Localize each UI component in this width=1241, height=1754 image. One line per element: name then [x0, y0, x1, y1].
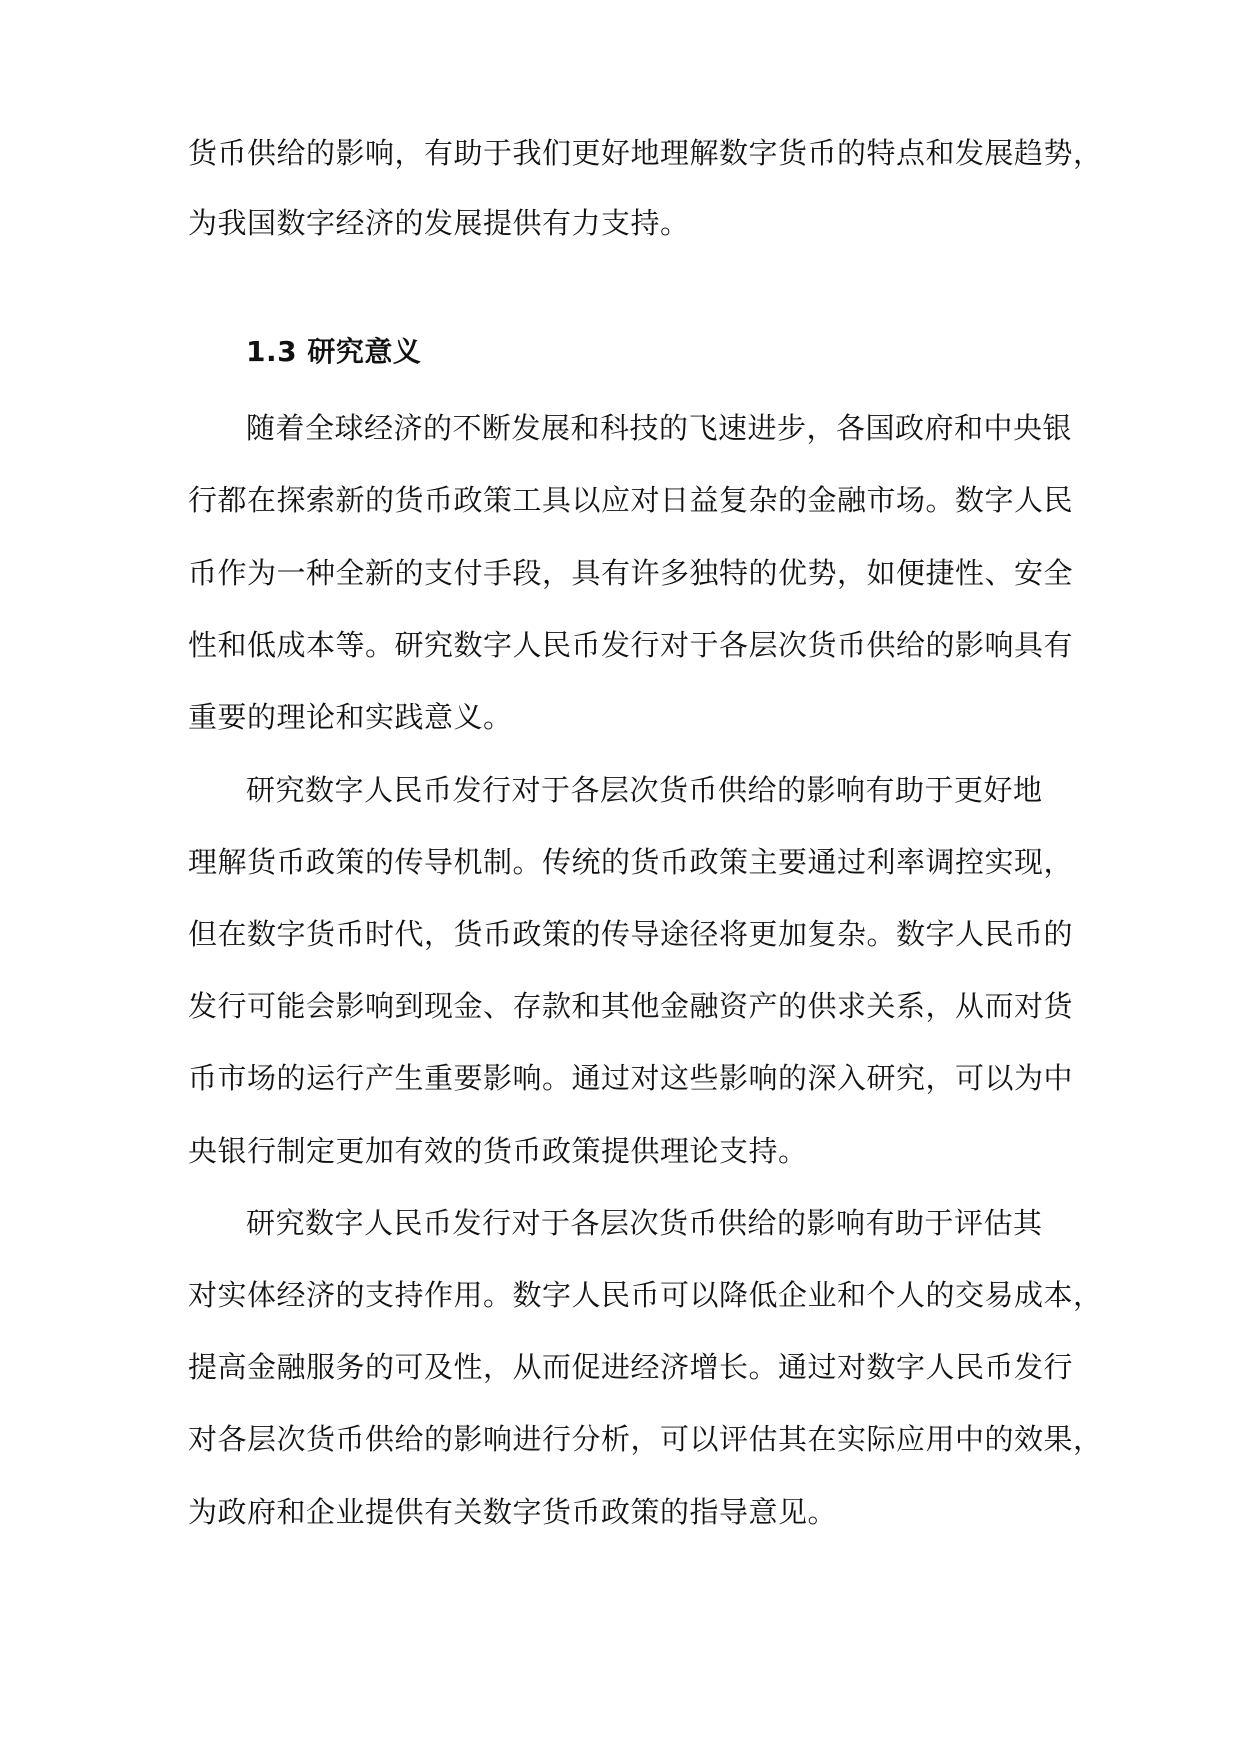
paragraph-1-line: 随着全球经济的不断发展和科技的飞速进步，各国政府和中央银	[246, 411, 1073, 445]
paragraph-3-line: 提高金融服务的可及性，从而促进经济增长。通过对数字人民币发行	[188, 1350, 1074, 1384]
paragraph-3-line: 研究数字人民币发行对于各层次货币供给的影响有助于评估其	[246, 1206, 1043, 1240]
paragraph-1-line: 行都在探索新的货币政策工具以应对日益复杂的金融市场。数字人民	[188, 483, 1074, 517]
section-heading	[246, 332, 421, 372]
paragraph-1-line: 性和低成本等。研究数字人民币发行对于各层次货币供给的影响具有	[188, 628, 1074, 662]
paragraph-2-line: 但在数字货币时代，货币政策的传导途径将更加复杂。数字人民币的	[188, 917, 1074, 951]
section-title: 研究意义	[307, 335, 422, 368]
paragraph-2-line: 研究数字人民币发行对于各层次货币供给的影响有助于更好地	[246, 773, 1043, 807]
paragraph-3-line: 为政府和企业提供有关数字货币政策的指导意见。	[188, 1495, 838, 1529]
paragraph-2-line: 发行可能会影响到现金、存款和其他金融资产的供求关系，从而对货	[188, 989, 1074, 1023]
paragraph-3-line: 对各层次货币供给的影响进行分析，可以评估其在实际应用中的效果，	[188, 1422, 1103, 1456]
intro-line: 货币供给的影响，有助于我们更好地理解数字货币的特点和发展趋势，	[188, 136, 1103, 170]
paragraph-1-line: 币作为一种全新的支付手段，具有许多独特的优势，如便捷性、安全	[188, 556, 1074, 590]
paragraph-2-line: 理解货币政策的传导机制。传统的货币政策主要通过利率调控实现，	[188, 845, 1074, 879]
paragraph-2-line: 币市场的运行产生重要影响。通过对这些影响的深入研究，可以为中	[188, 1061, 1074, 1095]
intro-line: 为我国数字经济的发展提供有力支持。	[188, 206, 690, 240]
paragraph-2-line: 央银行制定更加有效的货币政策提供理论支持。	[188, 1134, 808, 1168]
paragraph-3-line: 对实体经济的支持作用。数字人民币可以降低企业和个人的交易成本，	[188, 1278, 1103, 1312]
section-number: 1.3	[246, 335, 298, 368]
paragraph-1-line: 重要的理论和实践意义。	[188, 700, 513, 734]
